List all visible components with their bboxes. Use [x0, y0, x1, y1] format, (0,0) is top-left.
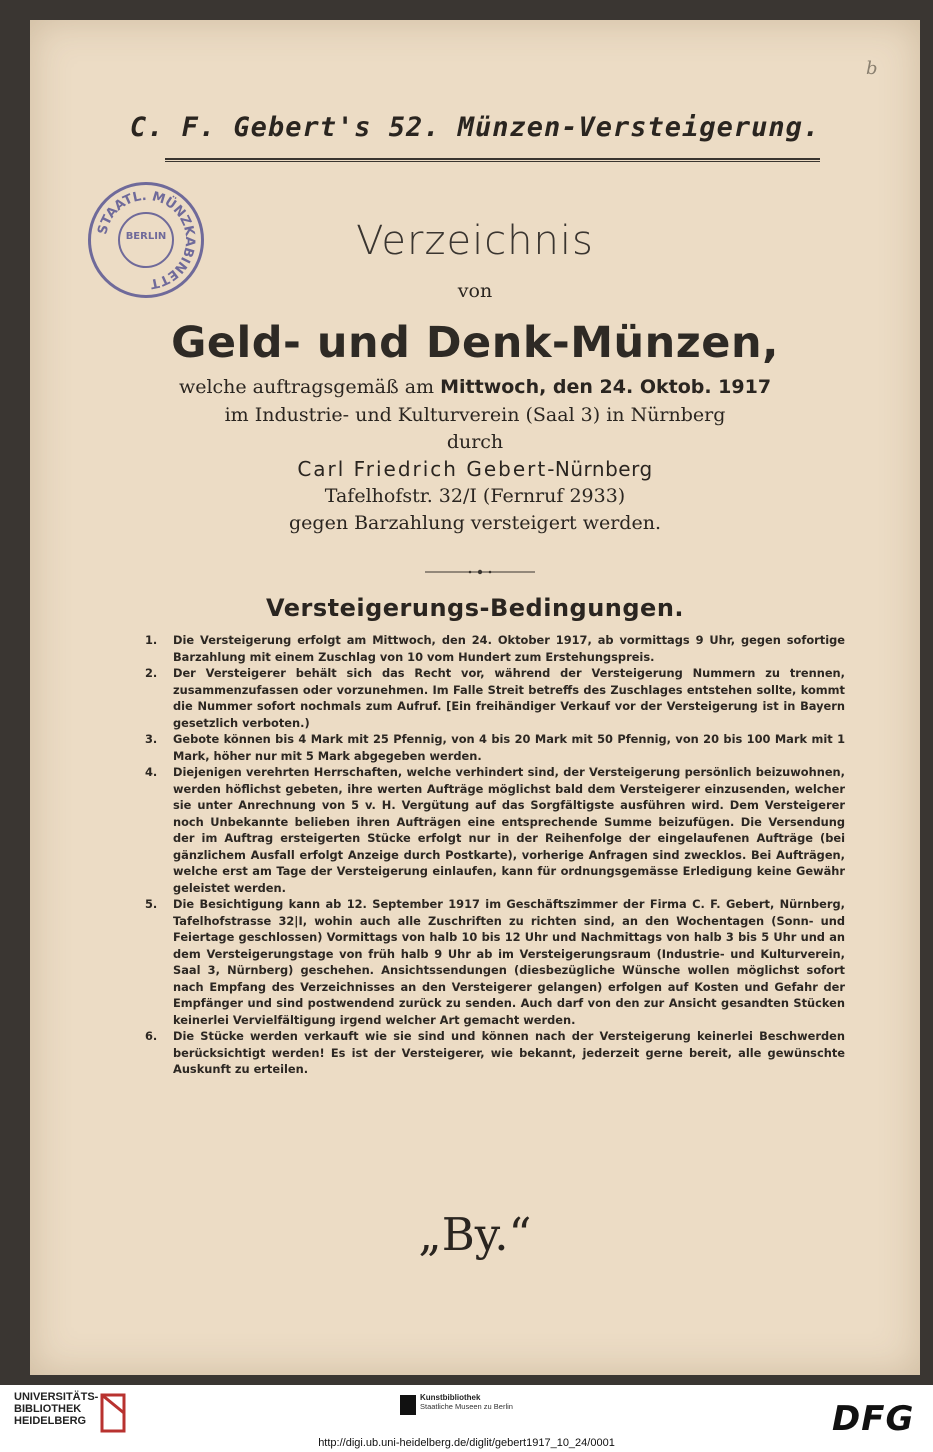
ub-logo-line: BIBLIOTHEK: [14, 1403, 82, 1415]
main-title: Geld- und Denk-Münzen,: [171, 318, 779, 368]
auctioneer-line: [30, 457, 920, 481]
condition-text: Diejenigen verehrten Herrschaften, welche verhindert sind, der Versteigerung persönlich beizuwohnen, werden höflichst gebeten, ihre werten Aufträge möglichst bald dem Versteigerer einzusenden, welcher sie unter Anrechnung von 5 v. H. Vergütung auf das Sorgfältigste ausführen wird. Dem Versteigerer noch Unbekannte belieben ihren Aufträgen eine entsprechende Summe beizufügen. Die Versendung der im Auftrag ersteigerten Stücke erfolgt nur in der Reihenfolge der eingelaufenen Aufträge (bei gänzlichem Ausfall erfolgt Anzeige durch Postkarte), vorherige Anfragen sind zwecklos. Bei Aufträgen, welche erst am Tage der Versteigerung einlaufen, kann für ordnungsgemässe Erledigung keine Gewähr geleistet werden.: [173, 765, 845, 895]
condition-number: 4.: [145, 765, 158, 779]
ub-logo-line: UNIVERSITÄTS-: [14, 1391, 99, 1403]
title-verzeichnis: Verzeichnis: [356, 218, 594, 264]
auction-date-line: [30, 376, 920, 398]
condition-item: [135, 1028, 845, 1078]
address-line: Tafelhofstr. 32/I (Fernruf 2933): [324, 485, 626, 507]
dfg-logo[interactable]: DFG: [832, 1399, 915, 1439]
stamp-center-text: BERLIN: [125, 231, 167, 242]
condition-item: [135, 632, 845, 665]
kunstbibliothek-icon: [400, 1395, 416, 1415]
ub-emblem-icon: [100, 1393, 126, 1433]
condition-number: 3.: [145, 732, 158, 746]
condition-item: [135, 896, 845, 1028]
viewer-footer: [0, 1385, 933, 1452]
condition-text: Die Versteigerung erfolgt am Mittwoch, den 24. Oktober 1917, ab vormittags 9 Uhr, gegen sofortige Barzahlung mit einem Zuschlag von 10 vom Hundert zum Erstehungspreis.: [173, 633, 845, 664]
condition-number: 1.: [145, 633, 158, 647]
condition-text: Die Besichtigung kann ab 12. September 1917 im Geschäftszimmer der Firma C. F. Gebert, Nürnberg, Tafelhofstrasse 32|I, wohin auch alle Zuschriften zu richten sind, an den Wochentagen (Sonn- und Feiertage geschlossen) Vormittags von halb 10 bis 12 Uhr und Nachmittags von halb 3 bis 5 Uhr und an dem Versteigerungstage von früh halb 9 Uhr ab im Versteigerungsraum (Industrie- und Kulturverein, Saal 3, Nürnberg) geschehen. Ansichtssendungen (diesbezügliche Wünsche wollen möglichst sofort nach Empfang des Verzeichnisses an den Versteigerer gelangen) erfolgen auf Kosten und Gefahr der Empfänger und sind postwendend zurück zu senden. Auch darf von den zur Ansicht gesandten Stücken keinerlei Vervielfältigung irgend welcher Art gemacht werden.: [173, 897, 845, 1027]
auctioneer-name: Carl Friedrich Gebert: [297, 457, 548, 481]
payment-line: gegen Barzahlung versteigert werden.: [289, 512, 661, 534]
durch-line: durch: [446, 431, 504, 453]
conditions-heading: Versteigerungs-Bedingungen.: [265, 594, 685, 622]
condition-item: [135, 764, 845, 896]
header-rule-thin: [165, 161, 820, 162]
condition-number: 6.: [145, 1029, 158, 1043]
header-rule: [165, 158, 820, 160]
kb-subtitle: Staatliche Museen zu Berlin: [420, 1402, 513, 1411]
catalogue-header-title: C. F. Gebert's 52. Münzen-Versteigerung.: [129, 112, 821, 143]
ub-logo-line: HEIDELBERG: [14, 1415, 87, 1427]
permalink-url[interactable]: http://digi.ub.uni-heidelberg.de/diglit/gebert1917_10_24/0001: [318, 1437, 615, 1449]
condition-number: 5.: [145, 897, 158, 911]
kunstbibliothek-logo[interactable]: [420, 1393, 513, 1411]
signature-by: „By.“: [418, 1208, 532, 1261]
condition-text: Gebote können bis 4 Mark mit 25 Pfennig, von 4 bis 20 Mark mit 50 Pfennig, von 20 bis 100 Mark mit 1 Mark, höher nur mit 5 Mark abgegeben werden.: [173, 732, 845, 763]
venue-line: im Industrie- und Kulturverein (Saal 3) in Nürnberg: [224, 404, 726, 426]
corner-pencil-mark: b: [866, 58, 878, 79]
svg-text:STAATL. MÜNZKABINETT: STAATL. MÜNZKABINETT: [95, 188, 198, 291]
auction-date: Mittwoch, den 24. Oktob. 1917: [440, 376, 772, 398]
condition-item: [135, 665, 845, 731]
condition-item: [135, 731, 845, 764]
document-page: [30, 20, 920, 1375]
kb-title: Kunstbibliothek: [420, 1393, 481, 1402]
title-von: von: [457, 280, 493, 302]
condition-text: Der Versteigerer behält sich das Recht vor, während der Versteigerung Nummern zu trennen, zusammenzufassen oder vorzunehmen. Im Falle Streit betreffs des Zuschlages entstehen sollte, kommt die Nummer sofort nochmals zum Aufruf. [Ein freihändiger Verkauf vor der Versteigerung ist in Bayern gesetzlich verboten.): [173, 666, 845, 730]
condition-text: Die Stücke werden verkauft wie sie sind und können nach der Versteigerung keinerlei Beschwerden berücksichtigt werden! Es ist der Versteigerer, wie bekannt, jederzeit gerne bereit, alle gewünschte Auskunft zu erteilen.: [173, 1029, 845, 1076]
condition-number: 2.: [145, 666, 158, 680]
conditions-list: [135, 632, 845, 1078]
ornament-divider: [425, 568, 535, 576]
date-line-prefix: welche auftragsgemäß am: [178, 376, 441, 398]
auctioneer-city: -Nürnberg: [547, 457, 653, 481]
